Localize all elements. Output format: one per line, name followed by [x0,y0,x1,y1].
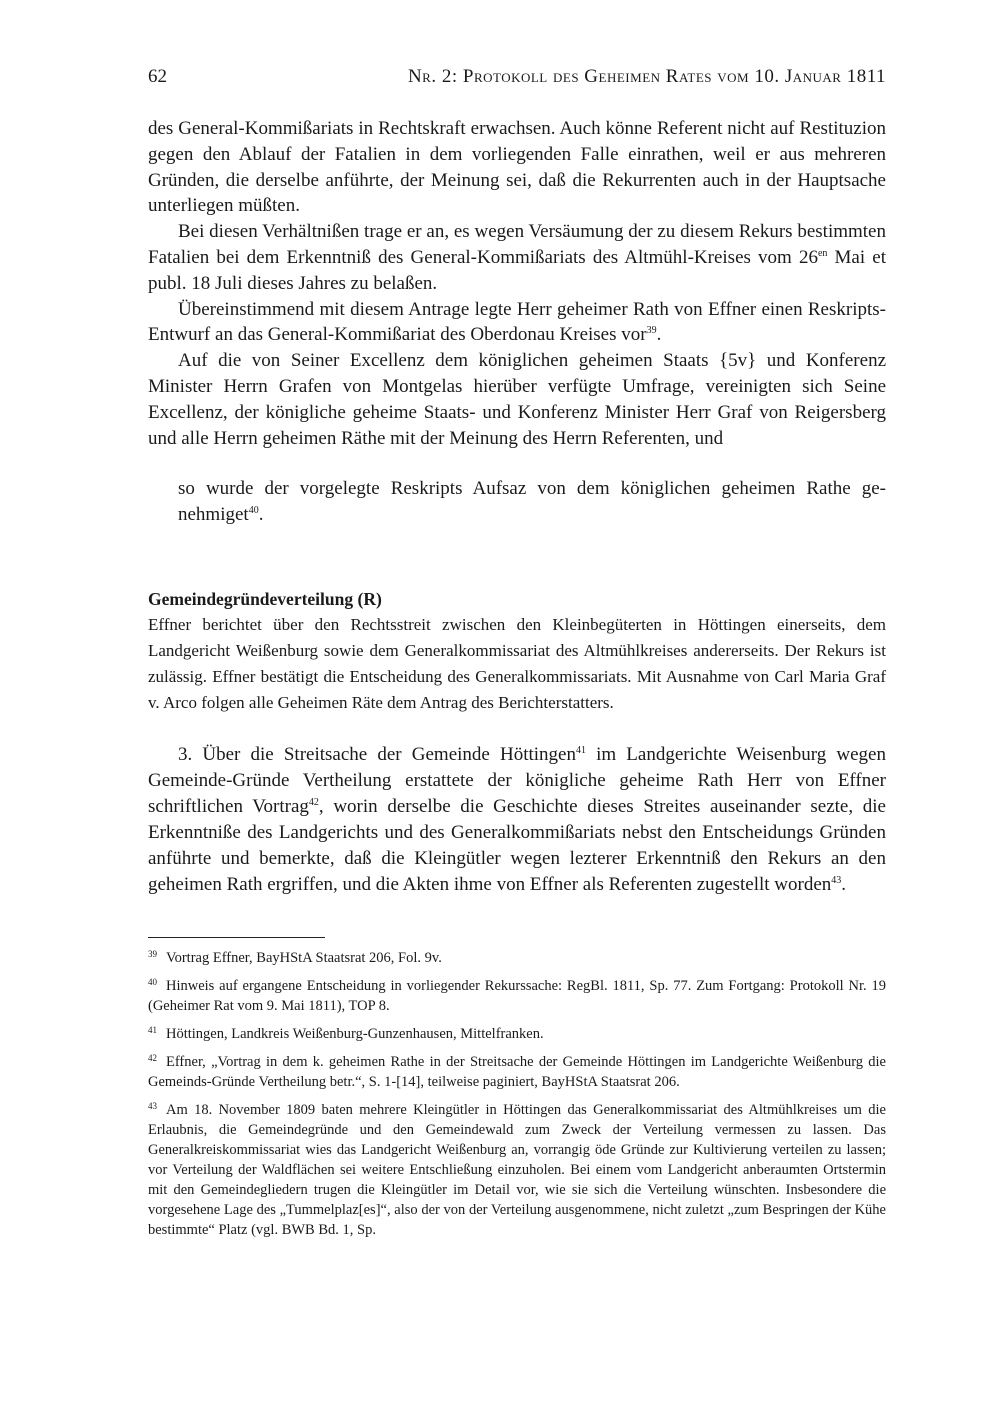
paragraph-2 [148,219,886,296]
paragraph-3 [148,297,886,349]
footnote-40 [148,976,886,1016]
paragraph-5-text-b: . [258,504,264,526]
footnote-text: Hinweis auf ergangene Entscheidung in vorliegender Rekurssache: RegBl. 1811, Sp. 77. Zum Fortgang: Protokoll Nr. 19 (Geheimer Rat vom 9. Mai 1811), TOP 8. [148,978,886,1014]
footnote-text: Am 18. November 1809 baten mehrere Kleingütler in Höttingen das Generalkommissariat des Altmühlkreises um die Erlaubnis, die Gemeindegründe und den Gemeindewald zum Zweck der Verteilung vermessen zu lassen. Das Generalkreiskommissariat wies das Landgericht Weißenburg an, vorrangig öde Gründe zur Kultivierung verteilen zu lassen; vor Verteilung der Waldflächen sei weitere Entschließung einzuholen. Bei einem vom Landgericht anberaumten Ortstermin mit den Gemeindegliedern trugen die Kleingütler im Detail vor, wie sie sich die Verteilung wünschten. Insbesondere die vorgesehene Lage des „Tummelplaz[es]“, also der von der Verteilung ausgenommene, nicht zuletzt „zum Bespringen der Kühe bestimmte“ Platz (vgl. BWB Bd. 1, Sp. [148,1102,886,1238]
footnote-ref-40[interactable]: 40 [248,505,259,517]
paragraph-1: des General-Kommißariats in Rechtskraft erwachsen. Auch könne Referent nicht auf Restituzion gegen den Ablauf der Fatalien in dem vorliegenden Falle einrathen, weil er aus mehreren Gründen, die derselbe anführte, der Meinung sei, daß die Rekurrenten auch in der Hauptsache unterliegen müßten. [148,118,886,217]
footnote-text: Effner, „Vortrag in dem k. geheimen Rathe in der Streitsache der Gemeinde Höttingen im Landgerichte Weißenburg die Gemeinds-Gründe Vertheilung betr.“, S. 1-[14], teilweise paginiert, BayHStA Staatsrat 206. [148,1054,886,1090]
item-3-text-d: . [841,874,847,895]
item-3-text-c: , worin derselbe die Geschichte dieses Streites auseinander sezte, die Erkenntniße des Landgerichts und des Generalkommißariats nebst den Entscheidungs Gründen anführte und bemerkte, daß die Kleingütler wegen lezterer Erkenntniß den Rekurs an den geheimen Rath ergriffen, und die Akten ihme von Effner als Referenten zugestellt worden [148,796,886,895]
footnote-43 [148,1100,886,1240]
paragraph-3-text-a: Übereinstimmend mit diesem Antrage legte Herr geheimer Rath von Effner einen Reskripts-Entwurf an das General-Kommißariat des Oberdonau Kreises vor [148,298,886,346]
footnote-39 [148,948,886,968]
paragraph-item-3 [148,742,886,898]
footnote-number: 41 [148,1025,157,1035]
item-3-text-a: 3. Über die Streitsache der Gemeinde Höttingen [178,744,576,765]
footnote-number: 40 [148,977,157,987]
footnote-number: 43 [148,1101,157,1111]
footnote-ref-41[interactable]: 41 [575,745,586,756]
footnote-divider [148,937,325,938]
footnote-number: 42 [148,1053,157,1063]
agenda-summary [148,586,886,716]
footnote-text: Höttingen, Landkreis Weißenburg-Gunzenhausen, Mittelfranken. [166,1026,544,1042]
paragraph-4: Auf die von Seiner Excellenz dem königlichen geheimen Staats {5v} und Konferenz Minister Herrn Grafen von Montgelas hierüber verfügte Umfrage, vereinigten sich Seine Excellenz, der königliche geheime Staats- und Konferenz Minister Herr Graf von Reigersberg und alle Herrn geheimen Räthe mit der Meinung des Herrn Referenten, und [148,350,886,449]
summary-text: Effner berichtet über den Rechtsstreit zwischen den Kleinbegüterten in Höttingen einerseits, dem Landgericht Weißenburg sowie dem Generalkommissariat des Altmühlkreises andererseits. Der Rekurs ist zulässig. Effner bestätigt die Entscheidung des Generalkommissariats. Mit Ausnahme von Carl Maria Graf v. Arco folgen alle Geheimen Räte dem Antrag des Berichterstatters. [148,615,886,712]
footnote-41 [148,1024,886,1044]
running-header [148,66,886,92]
page-number: 62 [148,66,167,87]
paragraph-5-indented-block [178,476,886,528]
paragraph-2-text-b: Mai et publ. 18 Juli dieses Jahres zu belaßen. [148,246,886,294]
footnote-number: 39 [148,949,157,959]
running-title: Nr. 2: Protokoll des Geheimen Rates vom 10. Januar 1811 [407,66,886,87]
footnotes [148,948,886,1248]
item-3-text-b: im Landgerichte Weisenburg wegen Gemeinde-Gründe Vertheilung erstattete der königliche geheime Rath Herr von Effner schriftlichen Vortrag [148,744,886,817]
footnote-text: Vortrag Effner, BayHStA Staatsrat 206, Fol. 9v. [166,950,442,966]
paragraph-5-text-a: so wurde der vorgelegte Reskripts Aufsaz von dem königlichen geheimen Rathe genehmiget [178,478,886,526]
footnote-ref-42[interactable]: 42 [308,797,319,808]
main-text [148,116,886,528]
superscript-en: en [817,247,828,259]
footnote-ref-39[interactable]: 39 [646,325,657,337]
footnote-ref-43[interactable]: 43 [831,875,842,886]
section-heading: Gemeindegründeverteilung (R) [148,589,382,609]
main-text-2 [148,742,886,898]
paragraph-3-text-b: . [656,324,662,346]
paragraph-2-text-a: Bei diesen Verhältnißen trage er an, es wegen Versäumung der zu diesem Rekurs bestimmten Fatalien bei dem Erkenntniß des General-Kommißariats des Altmühl-Kreises vom 26 [148,221,886,268]
footnote-42 [148,1052,886,1092]
